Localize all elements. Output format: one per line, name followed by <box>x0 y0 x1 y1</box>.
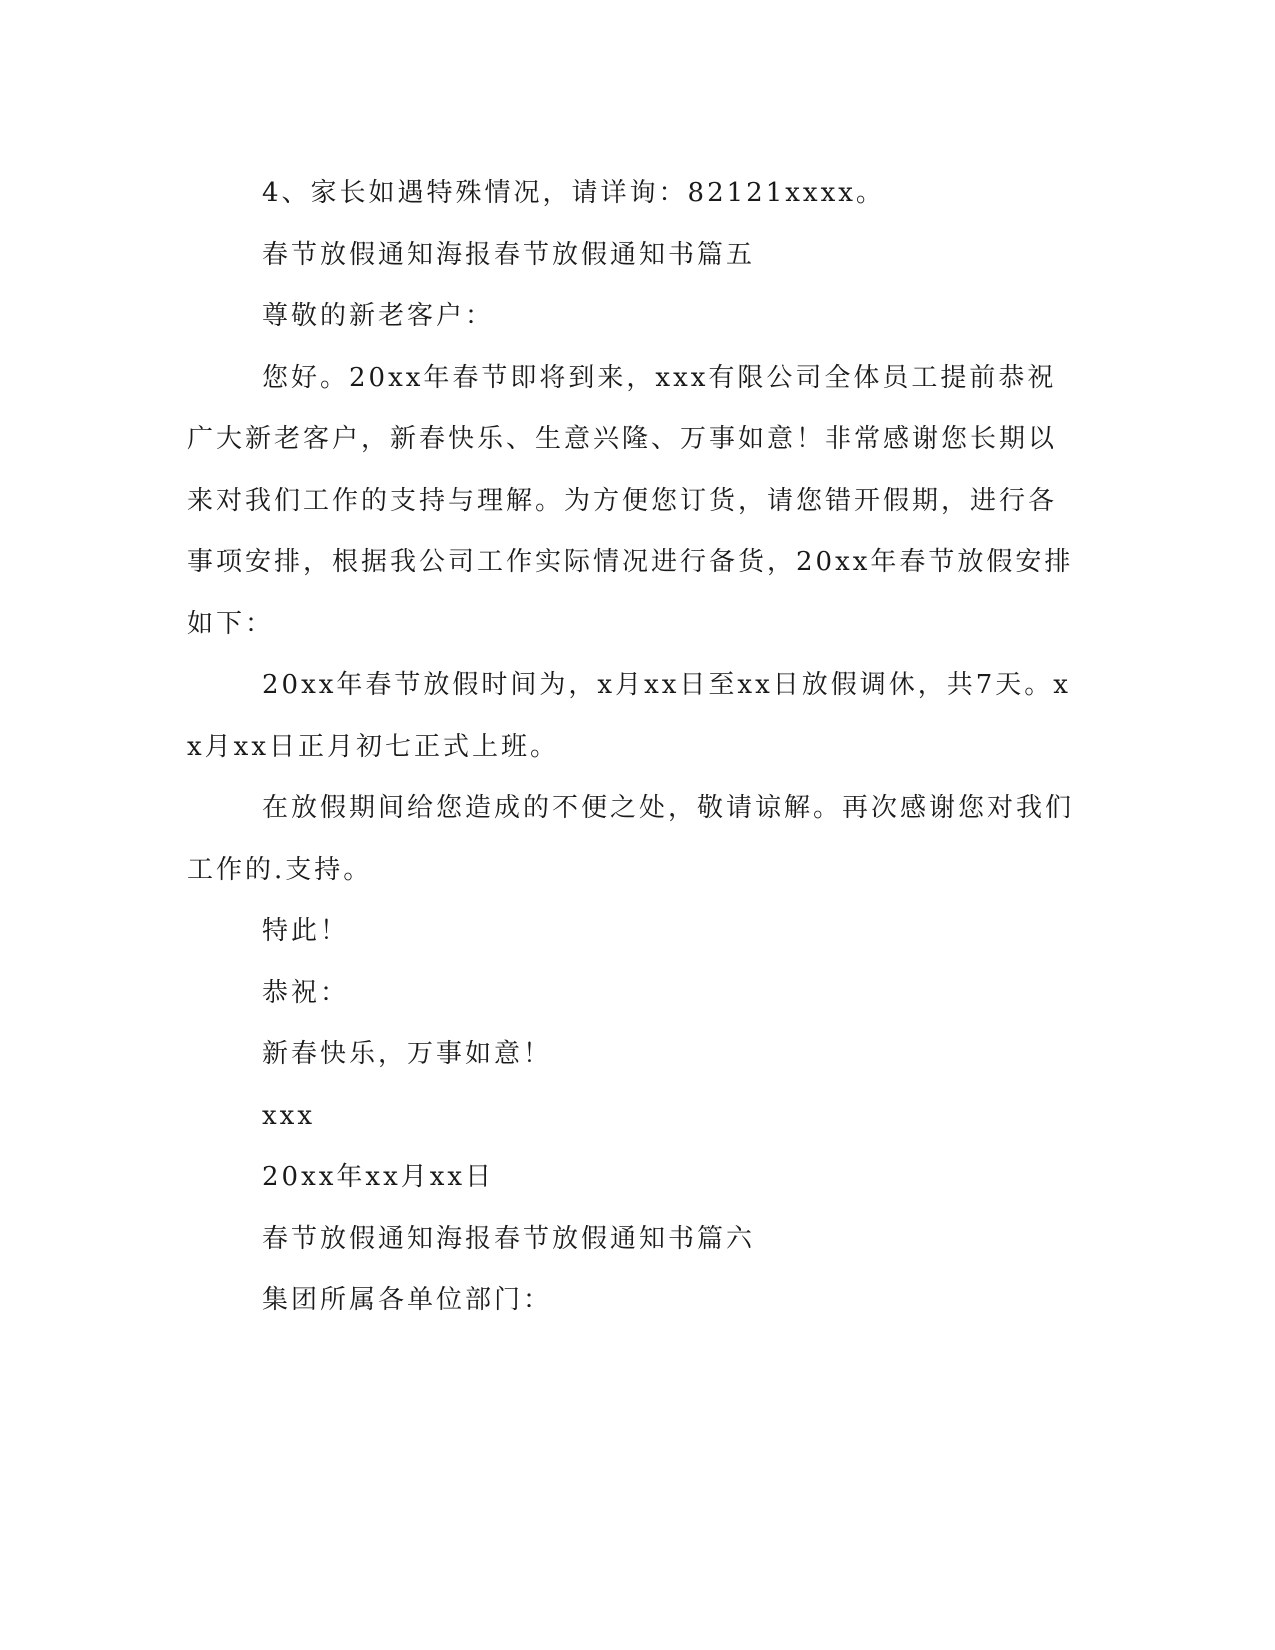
closing-wishes: 新春快乐，万事如意！ <box>262 1039 553 1069</box>
salutation-departments: 集团所属各单位部门： <box>262 1285 553 1315</box>
document-body <box>187 163 1075 1332</box>
signature-company: xxx <box>262 1100 315 1131</box>
closing-notice: 特此！ <box>262 916 350 946</box>
paragraph-apology: 在放假期间给您造成的不便之处，敬请谅解。再次感谢您对我们工作的.支持。 <box>187 793 1075 885</box>
section-heading-five: 春节放假通知海报春节放假通知书篇五 <box>262 239 756 270</box>
paragraph-greeting: 您好。20xx年春节即将到来，xxx有限公司全体员工提前恭祝广大新老客户，新春快乐、生意兴隆、万事如意！非常感谢您长期以来对我们工作的支持与理解。为方便您订货，请您错开假期，进行各事项安排，根据我公司工作实际情况进行备货，20xx年春节放假安排如下： <box>187 362 1074 639</box>
closing-wishes-label: 恭祝： <box>262 977 350 1008</box>
paragraph-holiday-schedule: 20xx年春节放假时间为，x月xx日至xx日放假调休，共7天。xx月xx日正月初七正式上班。 <box>187 670 1071 762</box>
salutation-customers: 尊敬的新老客户： <box>262 301 495 331</box>
section-heading-six: 春节放假通知海报春节放假通知书篇六 <box>262 1223 756 1254</box>
paragraph-contact: 4、家长如遇特殊情况，请详询：82121xxxx。 <box>262 178 885 208</box>
signature-date: 20xx年xx月xx日 <box>262 1162 495 1192</box>
